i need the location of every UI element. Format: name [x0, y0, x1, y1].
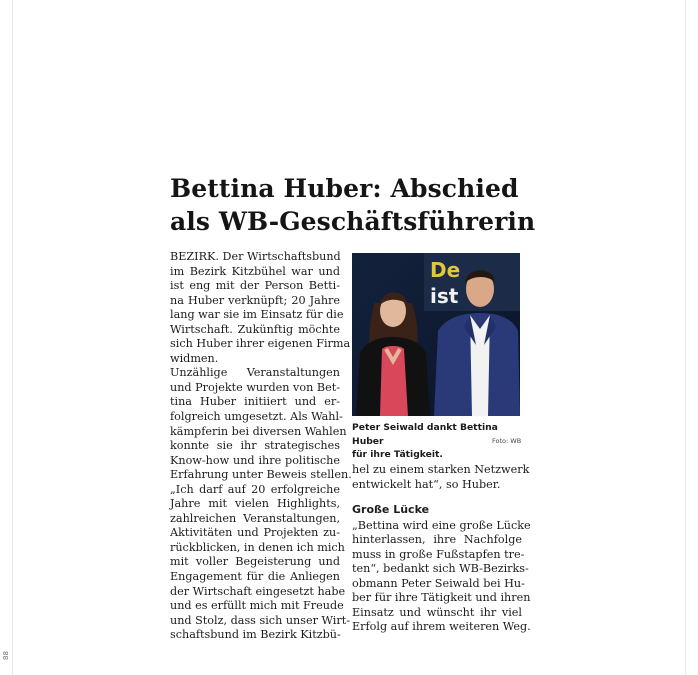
text-line: und es erfüllt mich mit Freude — [170, 599, 344, 613]
text-line: entwickelt hat“, so Huber. — [352, 477, 501, 491]
caption-line-2: für ihre Tätigkeit. — [352, 449, 443, 460]
text-line: na Huber verknüpft; 20 Jahre — [170, 293, 340, 307]
text-line: im Bezirk Kitzbühel war und — [170, 264, 340, 278]
text-line: Engagement für die Anliegen — [170, 570, 340, 584]
text-line: tina Huber initiiert und er- — [170, 395, 340, 409]
text-line: widmen. — [170, 351, 219, 365]
article-column-right — [352, 463, 531, 635]
text-line: mit voller Begeisterung und — [170, 555, 340, 569]
subheading: Große Lücke — [352, 503, 430, 517]
text-line: Jahre mit vielen Highlights, — [170, 497, 340, 511]
text-line: „Ich darf auf 20 erfolgreiche — [170, 482, 340, 496]
text-line: sich Huber ihrer eigenen Firma — [170, 337, 351, 351]
text-line: Know-how und ihre politische — [170, 453, 340, 467]
page-edge-left — [12, 0, 13, 675]
text-line: Erfolg auf ihrem weiteren Weg. — [352, 620, 531, 634]
text-line: hinterlassen, ihre Nachfolge — [352, 533, 522, 547]
photo-screen-text-1: De — [430, 258, 461, 282]
text-line: Einsatz und wünscht ihr viel — [352, 605, 522, 619]
text-line: folgreich umgesetzt. Als Wahl- — [170, 410, 343, 424]
photo-screen-text-2: ist — [430, 284, 459, 308]
text-line: und Stolz, dass sich unser Wirt- — [170, 613, 351, 627]
article-column-left — [170, 250, 352, 643]
text-line: obmann Peter Seiwald bei Hu- — [352, 576, 525, 590]
text-line: BEZIRK. Der Wirtschaftsbund — [170, 250, 341, 263]
text-line: Erfahrung unter Beweis stellen. — [170, 468, 352, 482]
page-number: 88 — [2, 651, 10, 660]
photo-credit: Foto: WB — [492, 437, 522, 445]
text-line: ist eng mit der Person Betti- — [170, 279, 340, 293]
text-line: muss in große Fußstapfen tre- — [352, 547, 525, 561]
photo-illustration — [352, 253, 520, 416]
text-line: kämpferin bei diversen Wahlen — [170, 424, 347, 438]
headline-line-2: als WB-Geschäftsführerin — [170, 207, 536, 236]
text-line: schaftsbund im Bezirk Kitzbü- — [170, 628, 341, 642]
caption-line-1: Peter Seiwald dankt Bettina Huber — [352, 422, 498, 447]
text-line: und Projekte wurden von Bet- — [170, 380, 340, 394]
text-line: der Wirtschaft eingesetzt habe — [170, 584, 346, 598]
text-line: „Bettina wird eine große Lücke — [352, 518, 531, 532]
text-line: hel zu einem starken Netzwerk — [352, 463, 530, 476]
text-line: rückblicken, in denen ich mich — [170, 540, 345, 554]
text-line: konnte sie ihr strategisches — [170, 439, 340, 453]
text-line: ten“, bedankt sich WB-Bezirks- — [352, 562, 529, 576]
article-headline — [170, 172, 550, 238]
headline-line-1: Bettina Huber: Abschied — [170, 174, 519, 203]
page-edge-right — [685, 0, 686, 675]
text-line: Aktivitäten und Projekten zu- — [170, 526, 340, 540]
text-line: Unzählige Veranstaltungen — [170, 366, 340, 380]
text-line: lang war sie im Einsatz für die — [170, 308, 344, 322]
text-line: zahlreichen Veranstaltungen, — [170, 511, 340, 525]
article-photo — [352, 253, 520, 416]
text-line: Wirtschaft. Zukünftig möchte — [170, 322, 340, 336]
text-line: ber für ihre Tätigkeit und ihren — [352, 591, 531, 605]
